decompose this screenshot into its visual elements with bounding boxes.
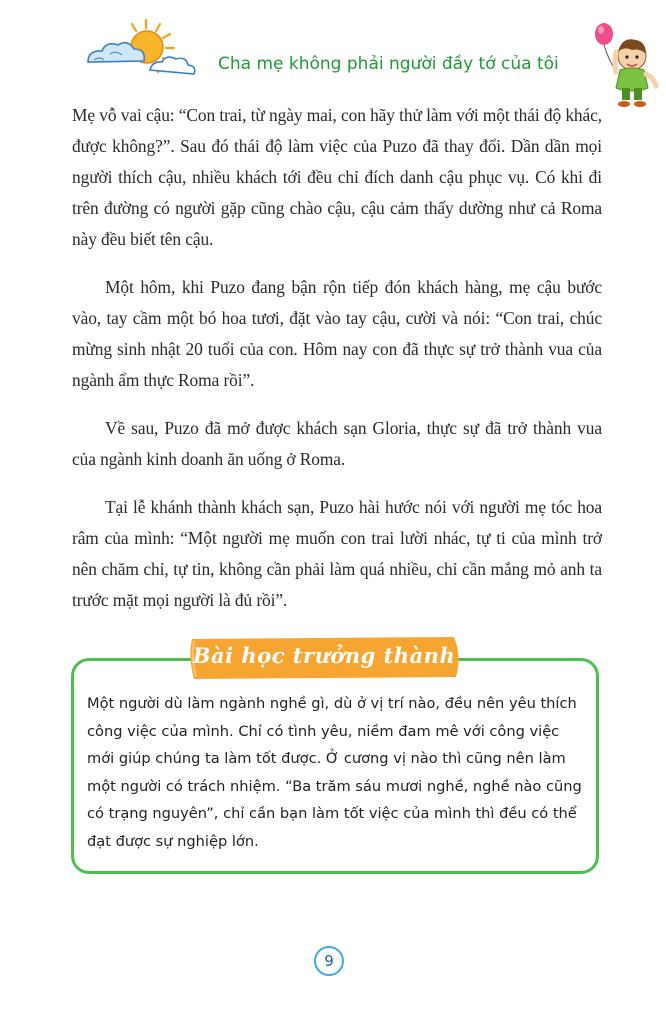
sun-clouds-icon — [80, 14, 210, 80]
story-paragraph: Về sau, Puzo đã mở được khách sạn Gloria, thực sự đã trở thành vua của ngành kinh doanh ăn uống ở Roma. — [72, 418, 602, 469]
page-number: 9 — [314, 946, 344, 976]
lesson-text: Một người dù làm ngành nghề gì, dù ở vị trí nào, đều nên yêu thích công việc của mình. Chỉ có tình yêu, niềm đam mê với công việc mới giúp chúng ta làm tốt được. Ở cương vị nào thì cũng nên làm một người có trách nhiệm. “Ba trăm sáu mươi nghề, nghề nào cũng có trạng nguyên”, chỉ cần bạn làm tốt việc của mình thì đều có thể đạt được sự nghiệp lớn. — [87, 695, 582, 850]
story-body — [72, 100, 602, 633]
story-paragraph: Tại lễ khánh thành khách sạn, Puzo hài hước nói với người mẹ tóc hoa râm của mình: “Một người mẹ muốn con trai lười nhác, tự ti của mình trở nên chăm chỉ, tự tin, không cần phải làm quá nhiều, chỉ cần mắng mỏ anh ta trước mặt mọi người là đủ rồi”. — [72, 497, 602, 610]
story-paragraph: Một hôm, khi Puzo đang bận rộn tiếp đón khách hàng, mẹ cậu bước vào, tay cầm một bó hoa tươi, đặt vào tay cậu, cười và nói: “Con trai, chúc mừng sinh nhật 20 tuổi của con. Hôm nay con đã thực sự trở thành vua của ngành ẩm thực Roma rồi”. — [72, 277, 602, 390]
boy-balloon-icon — [588, 18, 660, 110]
running-header-title: Cha mẹ không phải người đầy tớ của tôi — [218, 54, 559, 74]
lesson-title: Bài học trưởng thành — [192, 643, 456, 668]
lesson-title-tab — [184, 633, 464, 683]
story-paragraph: Mẹ vỗ vai cậu: “Con trai, từ ngày mai, con hãy thử làm với một thái độ khác, được không?”. Sau đó thái độ làm việc của Puzo đã thay đổi. Dần dần mọi người thích cậu, nhiều khách tới đều chỉ đích danh cậu phục vụ. Có khi đi trên đường có người gặp cũng chào cậu, cậu cảm thấy dường như cả Roma này đều biết tên cậu. — [72, 105, 602, 249]
page-header — [0, 0, 666, 110]
